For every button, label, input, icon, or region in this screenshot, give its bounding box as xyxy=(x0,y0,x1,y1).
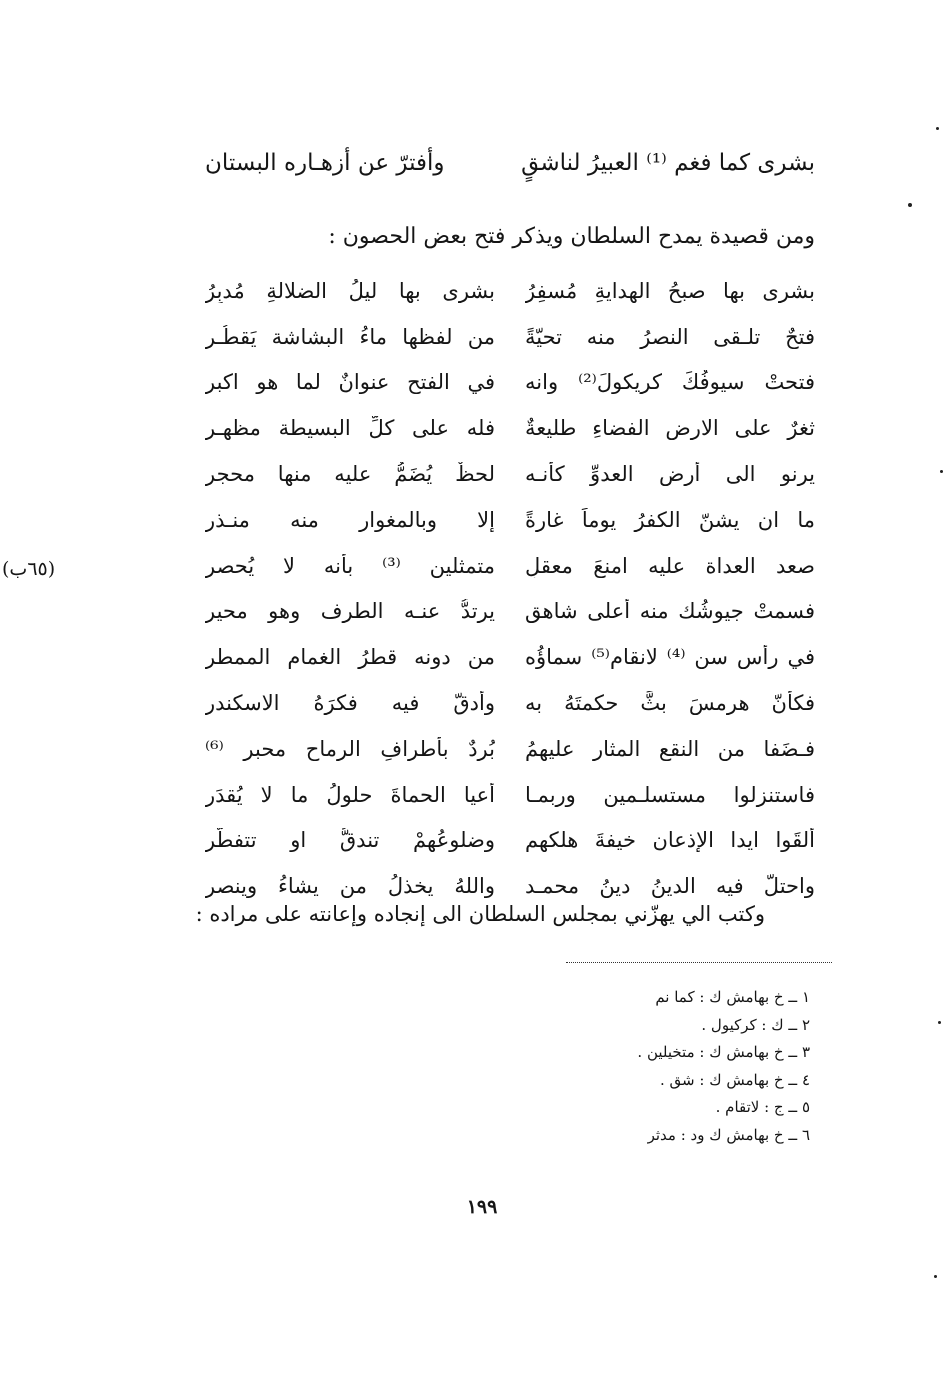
verse-left-hemistich: وأدقّ فيه فكرَهُ الاسكندر xyxy=(205,691,495,716)
verse-left-hemistich: وضلوعُهمْ تندقُّ او تتفطّر xyxy=(205,828,495,853)
verse-left-hemistich: أعيا الحماةَ حلولُ ما لا يُقدَر xyxy=(205,782,495,807)
scan-speck xyxy=(938,1021,941,1024)
footnote-4: ٤ ــ خ بهامش ك : شق . xyxy=(660,1070,810,1089)
scan-speck xyxy=(934,1275,937,1278)
verse-6 xyxy=(205,497,815,543)
footnote-separator xyxy=(566,962,832,963)
verse-right-hemistich: ما ان يشنّ الكفرُ يوماً غارةً xyxy=(525,507,815,532)
verse-right-hemistich: ثغرٌ على الارضِ الفضاءِ طليعةٌ xyxy=(525,416,815,441)
verse-10 xyxy=(205,680,815,726)
manuscript-folio-marker: (٦٥ب) xyxy=(2,558,56,580)
verse-right-hemistich: في رأس سنٍ ⁽⁴⁾ لانقام⁽⁵⁾ سماؤُه xyxy=(525,645,815,670)
poem-introduction: ومن قصيدة يمدح السلطان ويذكر فتح بعض الحصون : xyxy=(328,224,815,249)
footnote-1: ١ ــ خ بهامش ك : كما نم xyxy=(655,988,810,1006)
verse-right-hemistich: فتحتْ سيوفُكَ كريكولَ⁽²⁾ وانه xyxy=(525,370,815,395)
verse-left-hemistich: إلا وبالمغوار منه منـذر xyxy=(205,507,495,532)
footnotes xyxy=(510,984,810,1150)
verse-7 xyxy=(205,543,815,589)
verse-right-hemistich: فسمتْ جيوشُك منه أعلى شاهقٍ xyxy=(525,599,815,624)
verse-right-hemistich: فاستنزلوا مستسلـمين وربمـا xyxy=(525,782,815,807)
page-number: ١٩٩ xyxy=(466,1196,498,1218)
closing-line: وكتب الي يهزّني بمجلس السلطان الى إنجاده وإعانته على مراده : xyxy=(195,902,765,926)
verse-11 xyxy=(205,726,815,772)
verse-right-hemistich: صعد العداة عليه امنعَ معقلٍ xyxy=(525,553,815,578)
verse-9 xyxy=(205,634,815,680)
footnote-6: ٦ ــ خ بهامش ك ود : مدثر xyxy=(647,1125,810,1144)
verse-left-hemistich: من دونه قطرُ الغمام الممطر xyxy=(205,645,495,670)
verse-8 xyxy=(205,589,815,635)
verse-left-hemistich: يرتدُّ عنـه الطرف وهو محير xyxy=(205,599,495,624)
verse-left-hemistich: في الفتح عنوانٌ لما هو اكبر xyxy=(205,370,495,395)
opening-verse-left-hemistich: وأفترّ عن أزهـاره البستان xyxy=(205,150,445,176)
verse-13 xyxy=(205,818,815,864)
footnote-5: ٥ ــ ج : لاتقام . xyxy=(715,1098,810,1117)
verse-left-hemistich: بُردٌ بأطرافِ الرماح محبر ⁽⁶⁾ xyxy=(205,736,495,761)
verse-right-hemistich: ألقَوا ايدا الإذعانِ خيفةَ هلكهم xyxy=(525,828,815,853)
verse-right-hemistich: يرنو الى أرضِ العدوِّ كأنـه xyxy=(525,462,815,487)
verse-left-hemistich: متمثلين ⁽³⁾ بأنه لا يُحصر xyxy=(205,553,495,578)
verse-4 xyxy=(205,405,815,451)
poem xyxy=(205,268,815,909)
verse-12 xyxy=(205,772,815,818)
verse-right-hemistich: بشرى بها صبحُ الهدايةِ مُسفِرُ xyxy=(525,278,815,303)
verse-right-hemistich: فتحٌ تلـقى النصرُ منه تحيّةً xyxy=(525,324,815,349)
opening-verse xyxy=(205,140,815,186)
footnote-2: ٢ ــ ك : كركيول . xyxy=(701,1015,810,1034)
scan-speck xyxy=(940,470,943,473)
verse-right-hemistich: واحتلّ فيه الدينُ دينُ محمـد xyxy=(525,874,815,899)
verse-left-hemistich: فله على كلِّ البسيطة مظهـر xyxy=(205,416,495,441)
verse-left-hemistich: واللهُ يخذلُ من يشاءُ وينصر xyxy=(205,874,495,899)
verse-3 xyxy=(205,360,815,406)
verse-left-hemistich: من لفظها ماءُ البشاشة يَقطُـر xyxy=(205,324,495,349)
verse-right-hemistich: فـضَفا من النقعِ المثار عليهمُ xyxy=(525,736,815,761)
verse-2 xyxy=(205,314,815,360)
opening-verse-right-hemistich: بشرى كما فغم ⁽¹⁾ العبيرُ لناشقٍ xyxy=(521,150,815,176)
verse-left-hemistich: بشرى بها ليلُ الضلالةِ مُدبِرُ xyxy=(205,278,495,303)
verse-right-hemistich: فكأنّ هرمسَ بثَّ حكمتَهُ به xyxy=(525,691,815,716)
verse-5 xyxy=(205,451,815,497)
verse-1 xyxy=(205,268,815,314)
scan-speck xyxy=(908,203,912,207)
verse-left-hemistich: لحظٌ يُضَمُّ عليه منها محجر xyxy=(205,462,495,487)
footnote-3: ٣ ــ خ بهامش ك : متخيلين . xyxy=(637,1043,810,1062)
scan-speck xyxy=(936,127,939,130)
